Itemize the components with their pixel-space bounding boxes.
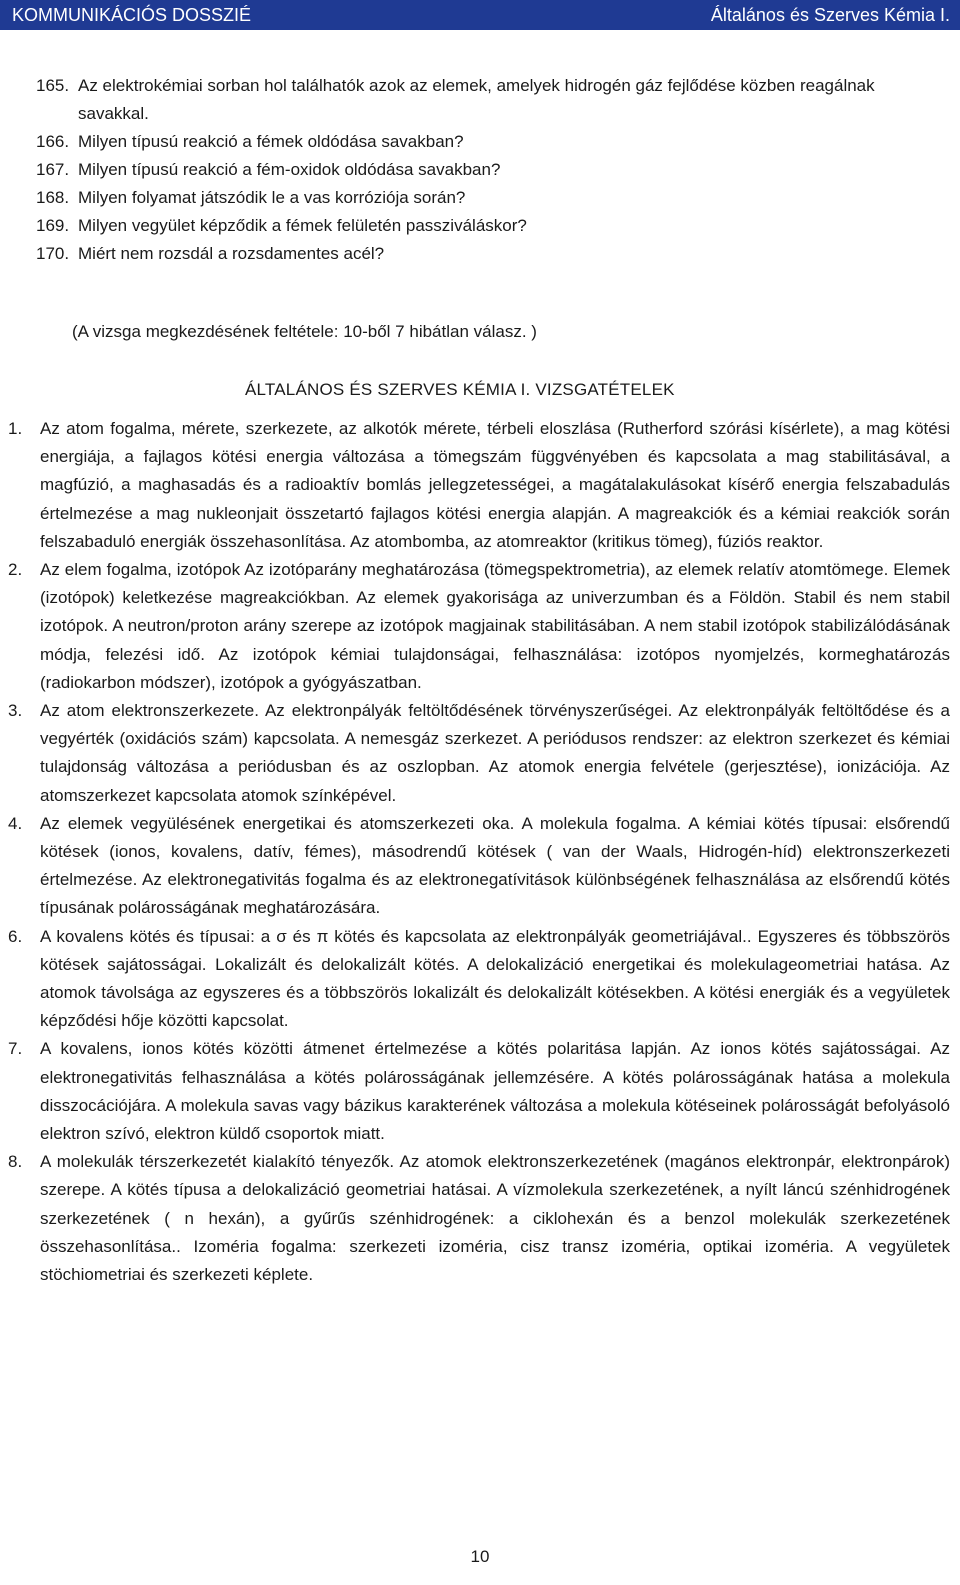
header-right-title: Általános és Szerves Kémia I. — [710, 5, 950, 25]
question-text: Az elektrokémiai sorban hol találhatók azok az elemek, amelyek hidrogén gáz fejlődése közben reagálnak savakkal. — [78, 76, 875, 123]
topic-text: A molekulák térszerkezetét kialakító tényezők. Az atomok elektronszerkezetének (magános elektronpár, elektronpárok) szerepe. A kötés típusa a delokalizáció geometriai hatásai. A vízmolekula szerkezetének, a nyílt láncú szénhidrogének szerkezetének ( n hexán), a gyűrűs szénhidrogének: a ciklohexán és a benzol molekulák szerkezetének összehasonlítása.. Izoméria fogalma: szerkezeti izoméria, cisz transz izoméria, optikai izoméria. A vegyületek stöchiometriai és szerkezeti képlete. — [40, 1152, 950, 1285]
question-number: 165. — [36, 76, 70, 95]
question-text: Miért nem rozsdál a rozsdamentes acél? — [78, 244, 385, 263]
question-text: Milyen vegyület képződik a fémek felületén passziváláskor? — [78, 216, 527, 235]
exam-topic-list — [8, 415, 950, 1289]
question-text: Milyen folyamat játszódik le a vas korróziója során? — [78, 188, 466, 207]
topic-text: Az atom elektronszerkezete. Az elektronpályák feltöltődésének törvényszerűségei. Az elektronpályák feltöltődése és a vegyérték (oxidációs szám) kapcsolata. A nemesgáz szerkezet. A periódusos rendszer: az elektron szerkezet és kémiai tulajdonság változása a periódusban és az oszlopban. Az atomok energia felvétele (gerjesztése), ionizációja. Az atomszerkezet kapcsolata atomok színképével. — [40, 701, 950, 805]
page-header — [0, 0, 960, 30]
topic-number: 1. — [8, 419, 23, 438]
question-number: 168. — [36, 188, 70, 207]
question-item — [36, 128, 900, 156]
topic-text: Az atom fogalma, mérete, szerkezete, az alkotók mérete, térbeli eloszlása (Rutherford szórási kísérlete), a mag kötési energiája, a fajlagos kötési energia változása a tömegszám függvényében és kapcsolata a mag stabilitásával, a magfúzió, a maghasadás és a radioaktív bomlás jellegzetességei, a magátalakulásokat kísérő energia felszabadulás értelmezése a mag nukleonjait összetartó fajlagos kötési energia alapján. A magreakciók és a kémiai reakciók során felszabaduló energiák összehasonlítása. Az atombomba, az atomreaktor (kritikus tömeg), fúziós reaktor. — [40, 419, 950, 551]
question-number: 167. — [36, 160, 70, 179]
topic-number: 4. — [8, 813, 23, 833]
question-item — [36, 212, 900, 240]
header-left-title: KOMMUNIKÁCIÓS DOSSZIÉ — [12, 5, 252, 25]
question-text: Milyen típusú reakció a fémek oldódása savakban? — [78, 132, 464, 151]
question-list — [36, 72, 900, 268]
question-item — [36, 72, 900, 128]
question-number: 166. — [36, 132, 70, 151]
topic-number: 3. — [8, 701, 23, 721]
topic-number: 6. — [8, 926, 23, 946]
question-item — [36, 156, 900, 184]
page-number: 10 — [470, 1547, 490, 1566]
exam-topic — [8, 1035, 950, 1148]
topic-text: A kovalens kötés és típusai: a σ és π kötés és kapcsolata az elektronpályák geometriájával.. Egyszeres és többszörös kötések sajátosságai. Lokalizált és delokalizált kötés. A delokalizáció energetikai és molekulageometriai hatása. Az atomok távolsága az egyszeres és a többszörös lokalizált és delokalizált kötésekben. A kötési energiák és a vegyületek képződési hője közötti kapcsolat. — [40, 926, 950, 1031]
exam-topic — [8, 810, 950, 923]
topic-number: 7. — [8, 1039, 23, 1059]
question-item — [36, 240, 900, 268]
topic-number: 8. — [8, 1152, 23, 1172]
question-number: 169. — [36, 216, 70, 235]
exam-topic — [8, 697, 950, 810]
topic-text: Az elem fogalma, izotópok Az izotóparány meghatározása (tömegspektrometria), az elemek relatív atomtömege. Elemek (izotópok) keletkezése magreakciókban. Az elemek gyakorisága az univerzumban és a Földön. Stabil és nem stabil izotópok. A neutron/proton arány szerepe az izotópok magjainak stabilitásában. A nem stabil izotópok stabilizálódásának módja, felezési idő. Az izotópok kémiai tulajdonságai, felhasználása: izotópos nyomjelzés, kormeghatározás (radiokarbon módszer), izotópok a gyógyászatban. — [40, 560, 950, 692]
section-title: ÁLTALÁNOS ÉS SZERVES KÉMIA I. VIZSGATÉTELEK — [245, 380, 675, 399]
topic-number: 2. — [8, 560, 23, 580]
exam-topic — [8, 415, 950, 556]
question-item — [36, 184, 900, 212]
topic-text: A kovalens, ionos kötés közötti átmenet értelmezése a kötés polaritása lapján. Az ionos kötés sajátosságai. Az elektronegativitás felhasználása a kötés polárosságának jellemzésére. A kötés polárosságának hatása a molekula disszocációjára. A molekula savas vagy bázikus karakterének változása a molekula kötéseinek polárosságát befolyásoló elektron szívó, elektron küldő csoportok miatt. — [40, 1039, 950, 1144]
exam-condition-note: (A vizsga megkezdésének feltétele: 10-ből 7 hibátlan válasz. ) — [72, 322, 537, 341]
exam-topic — [8, 556, 950, 697]
question-number: 170. — [36, 244, 70, 263]
exam-topic — [8, 1148, 950, 1289]
question-text: Milyen típusú reakció a fém-oxidok oldódása savakban? — [78, 160, 501, 179]
topic-text: Az elemek vegyülésének energetikai és atomszerkezeti oka. A molekula fogalma. A kémiai kötés típusai: elsőrendű kötések (ionos, kovalens, datív, fémes), másodrendű kötések ( van der Waals, Hidrogén-híd) elektronszerkezeti értelmezése. Az elektronegativitás fogalma és az elektronegatívitások különbségének felhasználása az elsőrendű kötés típusának polárosságának meghatározására. — [40, 813, 950, 918]
exam-topic — [8, 923, 950, 1036]
